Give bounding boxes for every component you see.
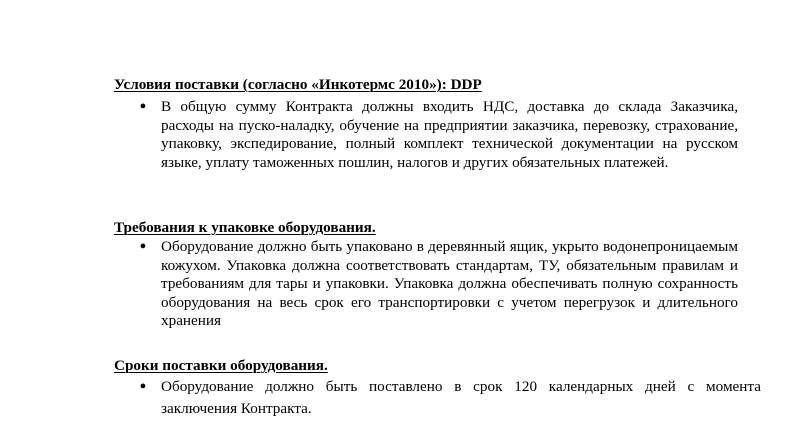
section-heading: Условия поставки (согласно «Инкотермс 2010»): DDP — [114, 76, 482, 93]
list-item-text: Оборудование должно быть поставлено в срок 120 календарных дней с момента заключения Контракта. — [161, 378, 761, 417]
list-item-text: Оборудование должно быть упаковано в деревянный ящик, укрыто водонепроницаемым кожухом. Упаковка должна соответствовать стандартам, ТУ, обязательным правилам и требованиям для тары и упаковки. Упаковка должна обеспечивать полную сохранность оборудования на весь срок его транспортировки с учетом перегрузок и длительного хранения — [161, 238, 738, 330]
bullet-icon: ● — [139, 100, 147, 112]
bullet-icon: ● — [139, 240, 147, 252]
section-heading: Требования к упаковке оборудования. — [114, 219, 376, 236]
bullet-icon: ● — [139, 380, 147, 392]
section-heading: Сроки поставки оборудования. — [114, 357, 328, 374]
list-item-text: В общую сумму Контракта должны входить НДС, доставка до склада Заказчика, расходы на пуско-наладку, обучение на предприятии заказчика, перевозку, страхование, упаковку, экспедирование, полный комплект технической документации на русском языке, уплату таможенных пошлин, налогов и других обязательных платежей. — [161, 98, 738, 171]
